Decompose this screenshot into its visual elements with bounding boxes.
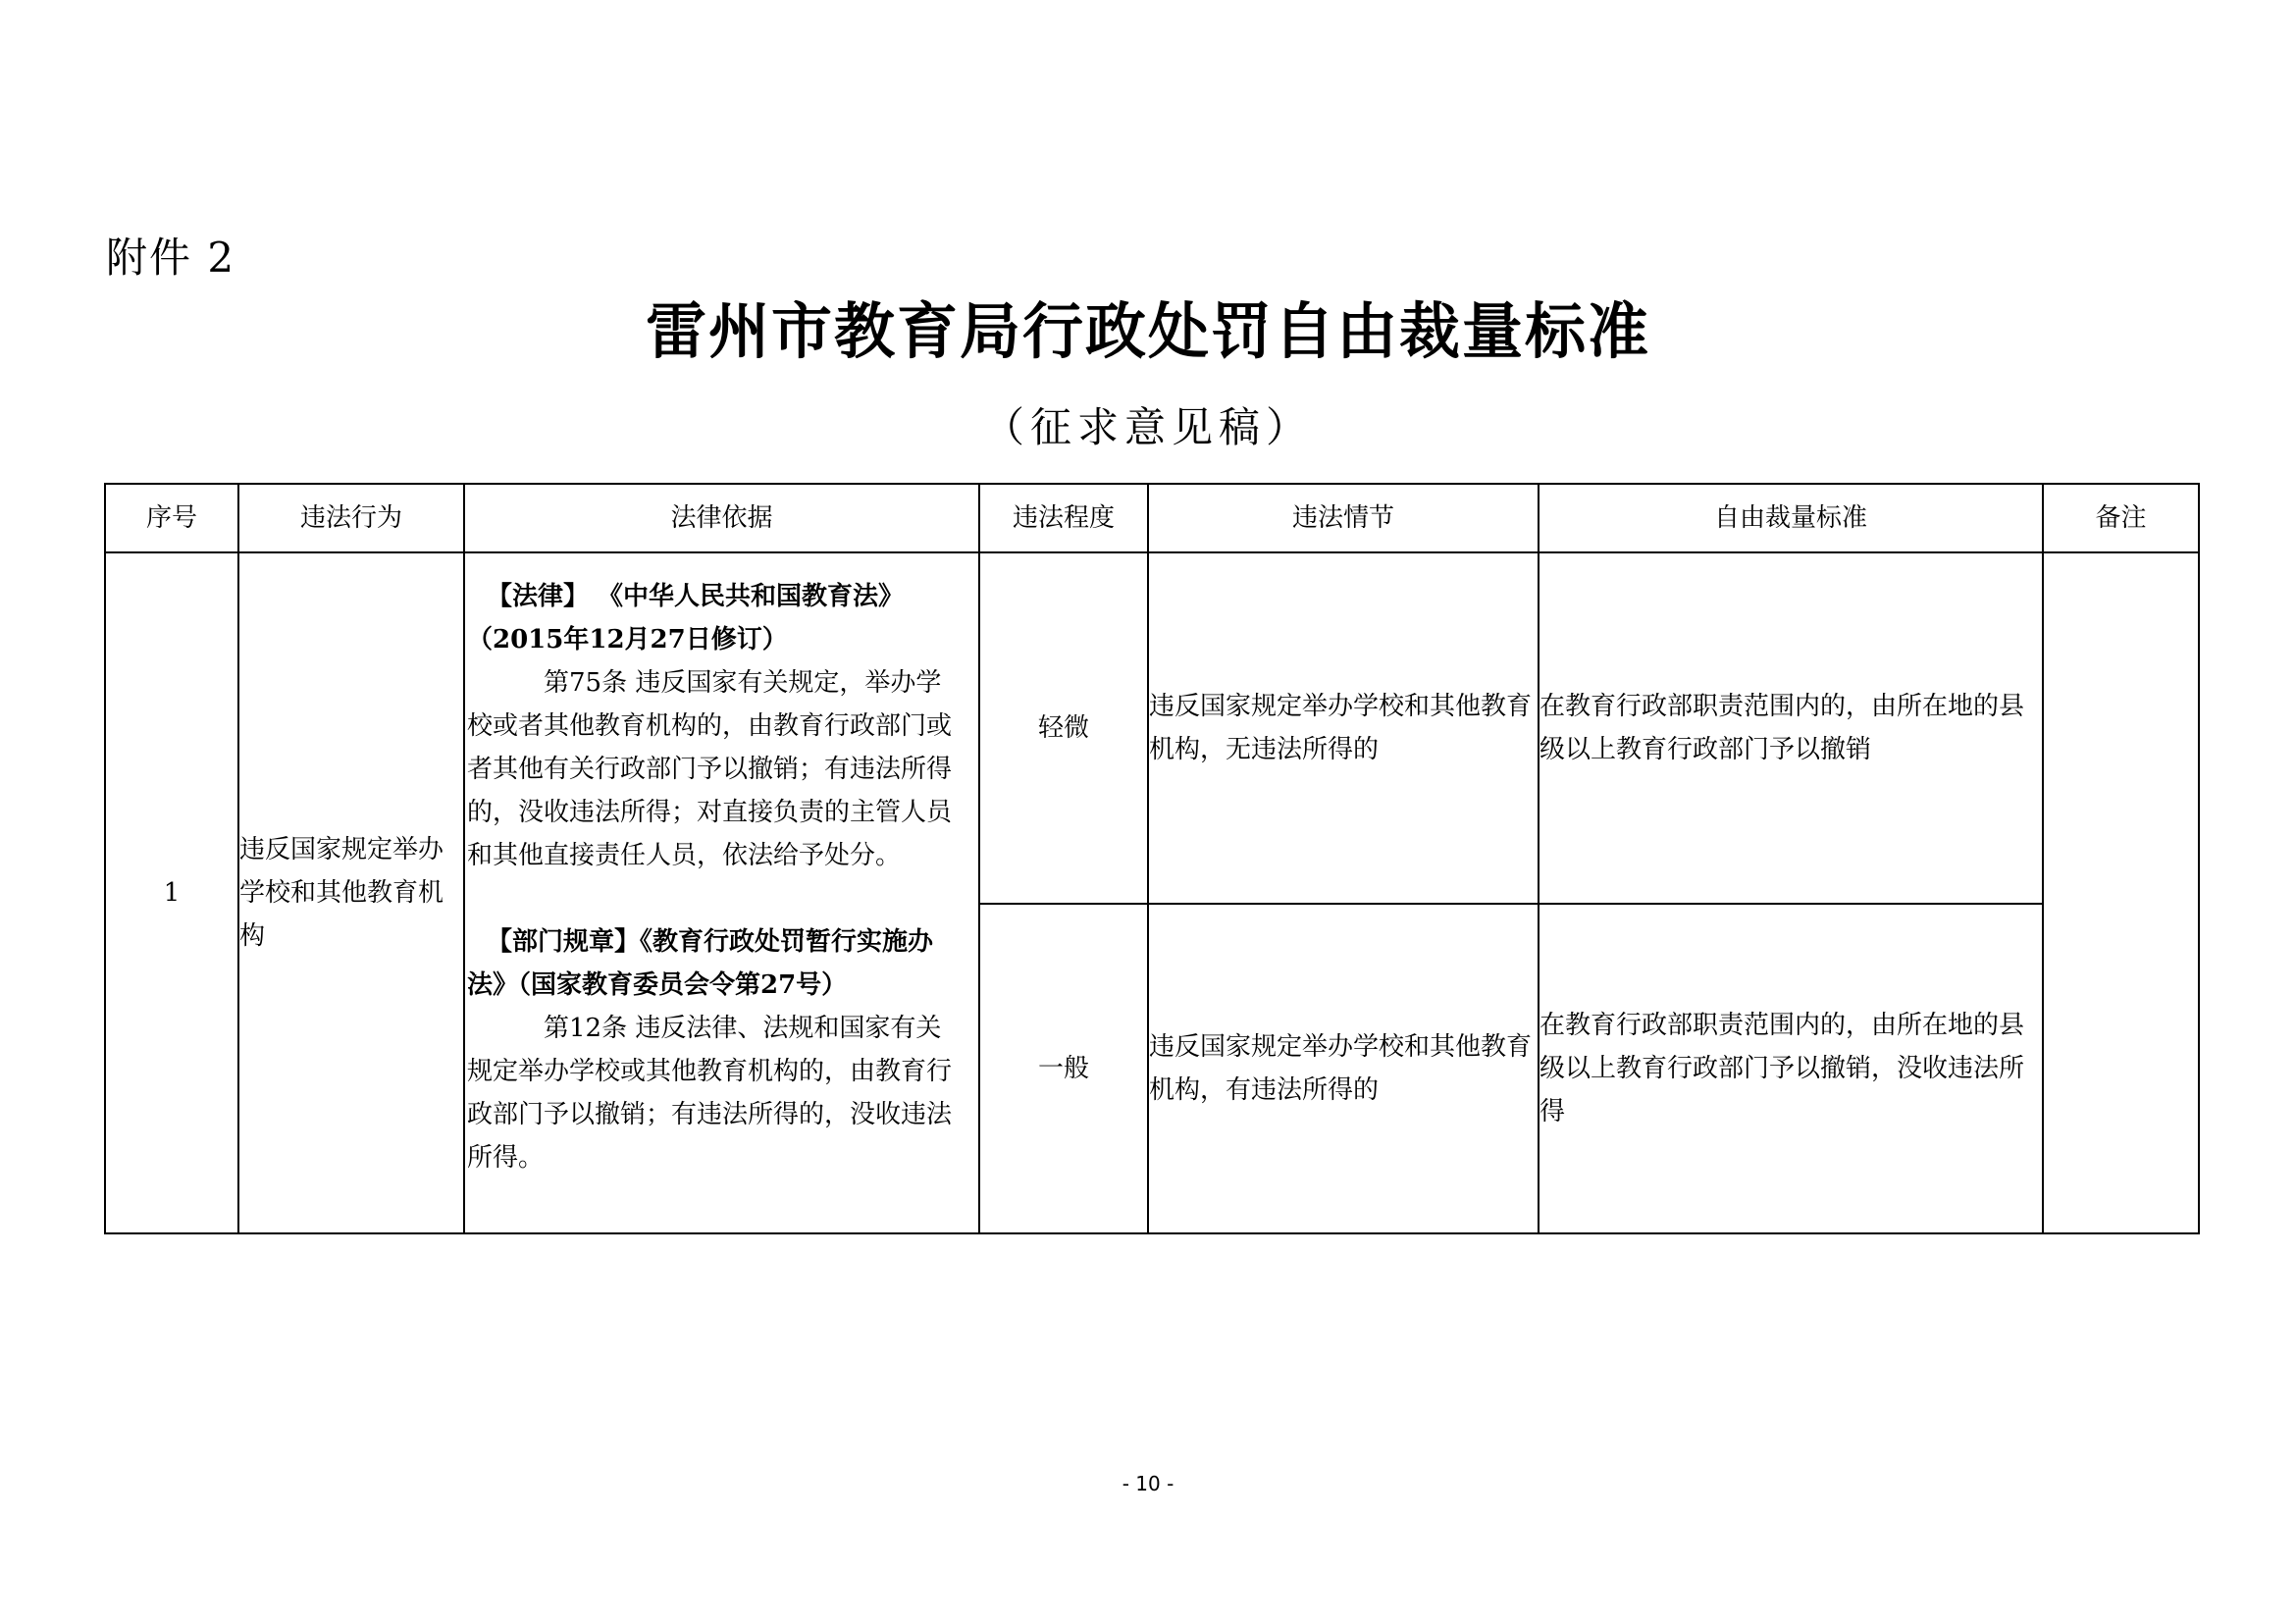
column-header-legal-basis: 法律依据 [464, 484, 979, 552]
violation-cell: 违反国家规定举办学校和其他教育机构 [238, 552, 464, 1233]
column-header-remark: 备注 [2043, 484, 2199, 552]
page-number: - 10 - [1122, 1472, 1174, 1495]
degree-cell-light: 轻微 [979, 552, 1148, 904]
table-row [105, 552, 2199, 904]
column-header-violation: 违法行为 [238, 484, 464, 552]
remark-cell [2043, 552, 2199, 1233]
law-article: 第75条 违反国家有关规定，举办学校或者其他教育机构的，由教育行政部门或者其他有关行政部门予以撤销；有违法所得的，没收违法所得；对直接负责的主管人员和其他直接责任人员，依法给予处分。 [467, 668, 953, 870]
document-title: 雷州市教育局行政处罚自由裁量标准 [645, 295, 1650, 367]
degree-cell-general: 一般 [979, 904, 1148, 1233]
legal-basis-cell [464, 552, 979, 1233]
law-heading: 【法律】 《中华人民共和国教育法》（2015年12月27日修订） [467, 582, 905, 654]
plot-cell-general: 违反国家规定举办学校和其他教育机构，有违法所得的 [1148, 904, 1539, 1233]
standard-cell-light: 在教育行政部职责范围内的，由所在地的县级以上教育行政部门予以撤销 [1539, 552, 2043, 904]
standard-cell-general: 在教育行政部职责范围内的，由所在地的县级以上教育行政部门予以撤销，没收违法所得 [1539, 904, 2043, 1233]
table-header-row [105, 484, 2199, 552]
discretion-standards-table [104, 483, 2200, 1234]
column-header-plot: 违法情节 [1148, 484, 1539, 552]
column-header-seq: 序号 [105, 484, 238, 552]
rule-heading: 【部门规章】《教育行政处罚暂行实施办法》（国家教育委员会令第27号） [467, 927, 934, 1000]
document-subtitle: （征求意见稿） [982, 403, 1313, 451]
column-header-degree: 违法程度 [979, 484, 1148, 552]
plot-cell-light: 违反国家规定举办学校和其他教育机构，无违法所得的 [1148, 552, 1539, 904]
column-header-standard: 自由裁量标准 [1539, 484, 2043, 552]
basis-spacer [467, 877, 959, 920]
seq-cell: 1 [105, 552, 238, 1233]
attachment-label: 附件 2 [106, 234, 236, 282]
rule-article: 第12条 违反法律、法规和国家有关规定举办学校或其他教育机构的，由教育行政部门予以撤销；有违法所得的，没收违法所得。 [467, 1014, 953, 1173]
